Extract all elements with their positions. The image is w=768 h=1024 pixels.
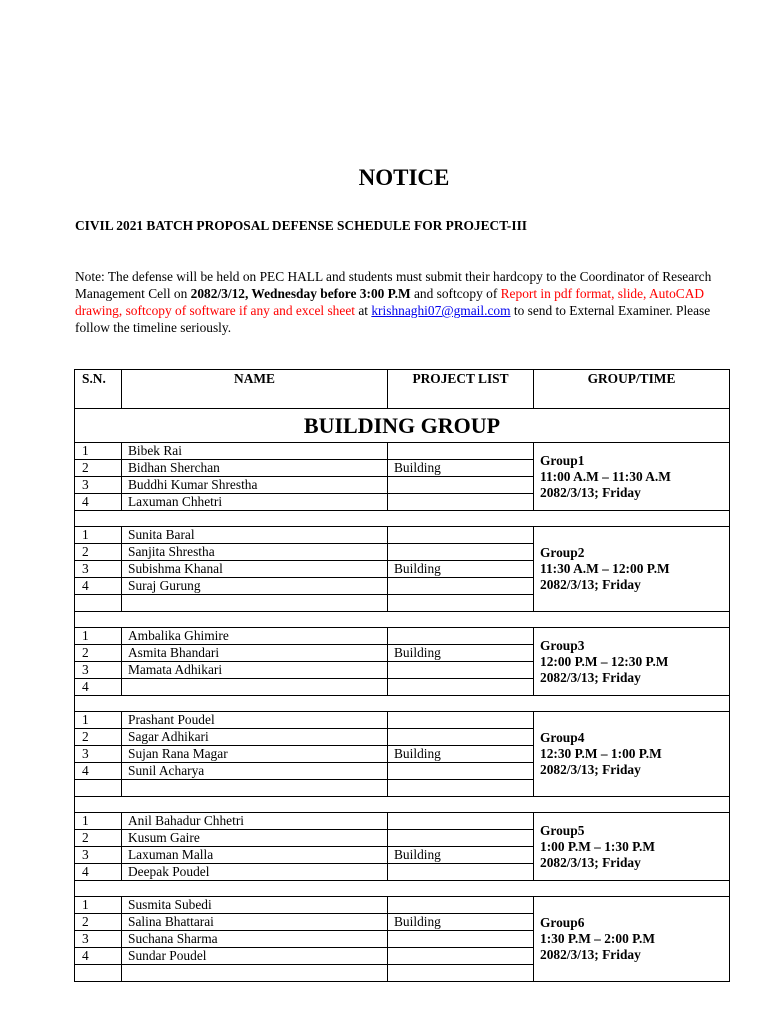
cell-sn: 1 bbox=[75, 897, 122, 914]
separator-cell bbox=[75, 612, 730, 628]
cell-project: Building bbox=[388, 847, 534, 864]
cell-name: Salina Bhattarai bbox=[122, 914, 388, 931]
cell-project bbox=[388, 830, 534, 847]
separator-cell bbox=[75, 797, 730, 813]
cell-sn: 1 bbox=[75, 712, 122, 729]
cell-sn: 3 bbox=[75, 561, 122, 578]
cell-name: Prashant Poudel bbox=[122, 712, 388, 729]
cell-sn: 2 bbox=[75, 830, 122, 847]
table-row bbox=[75, 527, 730, 544]
group-time: 12:30 P.M – 1:00 P.M bbox=[540, 746, 662, 761]
cell-name: Subishma Khanal bbox=[122, 561, 388, 578]
group-group: Group1 bbox=[540, 452, 585, 468]
cell-sn: 1 bbox=[75, 813, 122, 830]
cell-project bbox=[388, 662, 534, 679]
cell-name: Suchana Sharma bbox=[122, 931, 388, 948]
cell-name: Bidhan Sherchan bbox=[122, 460, 388, 477]
group-time: 11:00 A.M – 11:30 A.M bbox=[540, 468, 671, 484]
cell-name: Asmita Bhandari bbox=[122, 645, 388, 662]
cell-name: Buddhi Kumar Shrestha bbox=[122, 477, 388, 494]
cell-project: Building bbox=[388, 914, 534, 931]
cell-sn bbox=[75, 595, 122, 612]
cell-sn: 2 bbox=[75, 460, 122, 477]
table-row bbox=[75, 897, 730, 914]
note-required-items: Report in pdf format, slide, AutoCAD drawing, softcopy of software if any and excel sheet bbox=[75, 286, 705, 318]
cell-sn: 4 bbox=[75, 494, 122, 511]
group-date: 2082/3/13; Friday bbox=[540, 577, 641, 592]
table-row bbox=[75, 813, 730, 830]
cell-project bbox=[388, 628, 534, 645]
cell-project bbox=[388, 864, 534, 881]
cell-project bbox=[388, 595, 534, 612]
cell-project: Building bbox=[388, 746, 534, 763]
group-time-cell bbox=[534, 813, 730, 881]
table-row bbox=[75, 712, 730, 729]
cell-name: Ambalika Ghimire bbox=[122, 628, 388, 645]
table-row bbox=[75, 443, 730, 460]
group-time-cell bbox=[534, 628, 730, 696]
cell-project bbox=[388, 931, 534, 948]
section-title: BUILDING GROUP bbox=[75, 409, 730, 443]
cell-project bbox=[388, 780, 534, 797]
cell-sn: 4 bbox=[75, 578, 122, 595]
cell-name bbox=[122, 679, 388, 696]
cell-name bbox=[122, 965, 388, 982]
cell-project bbox=[388, 813, 534, 830]
cell-project bbox=[388, 494, 534, 511]
cell-name: Sunita Baral bbox=[122, 527, 388, 544]
note-text-2: and softcopy of bbox=[410, 286, 501, 301]
cell-name: Susmita Subedi bbox=[122, 897, 388, 914]
cell-project bbox=[388, 578, 534, 595]
cell-project bbox=[388, 477, 534, 494]
separator-cell bbox=[75, 696, 730, 712]
group-group: Group4 bbox=[540, 730, 585, 745]
group-time-cell bbox=[534, 712, 730, 797]
cell-sn: 4 bbox=[75, 948, 122, 965]
cell-name: Anil Bahadur Chhetri bbox=[122, 813, 388, 830]
cell-project: Building bbox=[388, 645, 534, 662]
separator-row bbox=[75, 797, 730, 813]
cell-project bbox=[388, 527, 534, 544]
cell-name: Kusum Gaire bbox=[122, 830, 388, 847]
cell-project bbox=[388, 712, 534, 729]
cell-sn: 1 bbox=[75, 628, 122, 645]
cell-project bbox=[388, 965, 534, 982]
group-group: Group3 bbox=[540, 637, 585, 653]
separator-row bbox=[75, 612, 730, 628]
cell-name: Laxuman Malla bbox=[122, 847, 388, 864]
group-time: 12:00 P.M – 12:30 P.M bbox=[540, 653, 669, 669]
cell-sn: 2 bbox=[75, 544, 122, 561]
cell-sn: 2 bbox=[75, 729, 122, 746]
cell-sn: 4 bbox=[75, 864, 122, 881]
cell-project: Building bbox=[388, 460, 534, 477]
note-text-4: to send to External Examiner. Please follow the timeline seriously. bbox=[75, 303, 711, 335]
cell-project bbox=[388, 897, 534, 914]
cell-project bbox=[388, 679, 534, 696]
group-date: 2082/3/13; Friday bbox=[540, 947, 641, 962]
header-group-time: GROUP/TIME bbox=[534, 370, 730, 409]
cell-name: Deepak Poudel bbox=[122, 864, 388, 881]
schedule-subtitle: CIVIL 2021 BATCH PROPOSAL DEFENSE SCHEDULE FOR PROJECT-III bbox=[75, 218, 528, 233]
header-name: NAME bbox=[122, 370, 388, 409]
group-time-cell bbox=[534, 527, 730, 612]
table-row bbox=[75, 628, 730, 645]
separator-cell bbox=[75, 881, 730, 897]
email-link[interactable]: krishnaghi07@gmail.com bbox=[371, 303, 511, 318]
schedule-table bbox=[74, 369, 730, 982]
group-time: 1:00 P.M – 1:30 P.M bbox=[540, 838, 656, 854]
group-date: 2082/3/13; Friday bbox=[540, 669, 641, 685]
header-sn: S.N. bbox=[75, 370, 122, 409]
group-date: 2082/3/13; Friday bbox=[540, 854, 641, 870]
table-header-row bbox=[75, 370, 730, 409]
cell-project bbox=[388, 729, 534, 746]
group-group: Group6 bbox=[540, 915, 585, 930]
cell-sn: 3 bbox=[75, 477, 122, 494]
cell-sn: 1 bbox=[75, 443, 122, 460]
cell-project bbox=[388, 544, 534, 561]
cell-project bbox=[388, 443, 534, 460]
cell-sn: 3 bbox=[75, 662, 122, 679]
cell-name bbox=[122, 780, 388, 797]
cell-sn: 4 bbox=[75, 679, 122, 696]
page-title: NOTICE bbox=[358, 165, 450, 190]
note-deadline: 2082/3/12, Wednesday before 3:00 P.M bbox=[190, 286, 411, 301]
cell-name: Laxuman Chhetri bbox=[122, 494, 388, 511]
group-group: Group5 bbox=[540, 822, 585, 838]
note-paragraph bbox=[75, 268, 735, 336]
separator-row bbox=[75, 881, 730, 897]
cell-sn: 3 bbox=[75, 931, 122, 948]
group-group: Group2 bbox=[540, 545, 585, 560]
cell-project bbox=[388, 948, 534, 965]
cell-sn: 3 bbox=[75, 847, 122, 864]
separator-cell bbox=[75, 511, 730, 527]
header-project: PROJECT LIST bbox=[388, 370, 534, 409]
cell-name: Sujan Rana Magar bbox=[122, 746, 388, 763]
cell-sn: 1 bbox=[75, 527, 122, 544]
section-row bbox=[75, 409, 730, 443]
cell-project: Building bbox=[388, 561, 534, 578]
cell-sn: 2 bbox=[75, 914, 122, 931]
cell-name: Sanjita Shrestha bbox=[122, 544, 388, 561]
cell-sn: 4 bbox=[75, 763, 122, 780]
group-date: 2082/3/13; Friday bbox=[540, 762, 641, 777]
separator-row bbox=[75, 696, 730, 712]
cell-name bbox=[122, 595, 388, 612]
note-text-3: at bbox=[355, 303, 372, 318]
cell-name: Sagar Adhikari bbox=[122, 729, 388, 746]
note-text-1: Note: The defense will be held on PEC HALL and students must submit their hardcopy to the Coordinator of Research Management Cell on bbox=[75, 269, 712, 301]
group-time: 11:30 A.M – 12:00 P.M bbox=[540, 561, 670, 576]
group-time: 1:30 P.M – 2:00 P.M bbox=[540, 931, 656, 946]
cell-sn: 3 bbox=[75, 746, 122, 763]
cell-name: Bibek Rai bbox=[122, 443, 388, 460]
group-time-cell bbox=[534, 897, 730, 982]
group-time-cell bbox=[534, 443, 730, 511]
cell-sn bbox=[75, 965, 122, 982]
cell-name: Sundar Poudel bbox=[122, 948, 388, 965]
cell-sn: 2 bbox=[75, 645, 122, 662]
cell-project bbox=[388, 763, 534, 780]
cell-name: Mamata Adhikari bbox=[122, 662, 388, 679]
group-date: 2082/3/13; Friday bbox=[540, 484, 641, 500]
cell-name: Suraj Gurung bbox=[122, 578, 388, 595]
separator-row bbox=[75, 511, 730, 527]
cell-sn bbox=[75, 780, 122, 797]
cell-name: Sunil Acharya bbox=[122, 763, 388, 780]
